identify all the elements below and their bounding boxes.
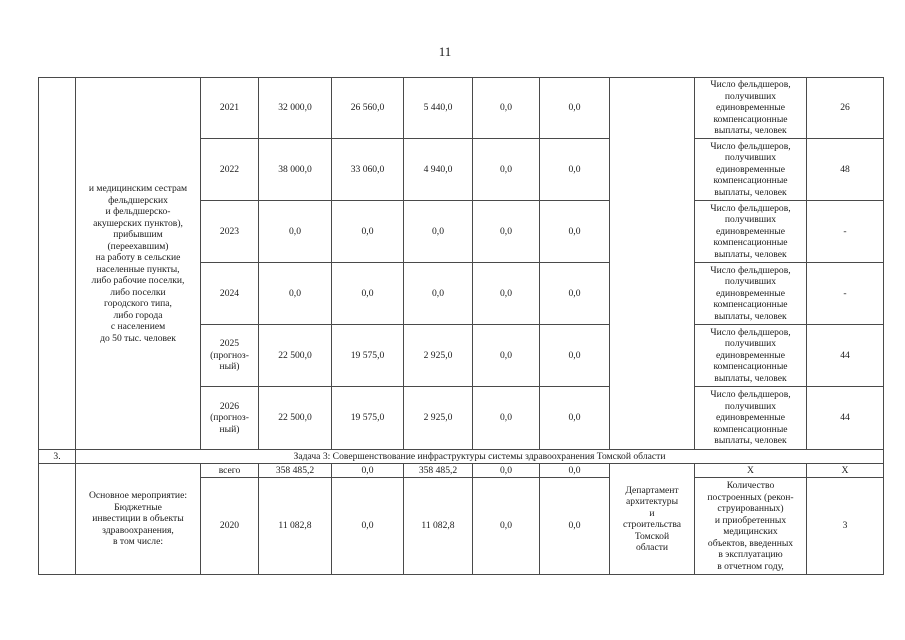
indicator-value-cell: Х: [807, 464, 884, 478]
regional-cell: 5 440,0: [404, 78, 473, 139]
measure-cell: Основное мероприятие: Бюджетные инвестиции в объекты здравоохранения, в том числе:: [76, 464, 201, 575]
indicator-cell: Число фельдшеров, получивших единовременные компенсационные выплаты, человек: [695, 201, 807, 263]
indicator-value-cell: -: [807, 201, 884, 263]
year-cell: 2020: [201, 478, 259, 575]
indicator-cell: Число фельдшеров, получивших единовременные компенсационные выплаты, человек: [695, 325, 807, 387]
federal-cell: 19 575,0: [332, 387, 404, 450]
executor-cell: Департамент архитектуры и строительства Томской области: [610, 464, 695, 575]
executor-cell: [610, 78, 695, 450]
row-number-cell: [39, 78, 76, 450]
task-title-cell: Задача 3: Совершенствование инфраструктуры системы здравоохранения Томской области: [76, 450, 884, 464]
indicator-value-cell: -: [807, 263, 884, 325]
other-cell: 0,0: [540, 464, 610, 478]
other-cell: 0,0: [540, 325, 610, 387]
row-number-cell: [39, 464, 76, 575]
local-cell: 0,0: [473, 263, 540, 325]
indicator-value-cell: 26: [807, 78, 884, 139]
indicator-cell: Число фельдшеров, получивших единовременные компенсационные выплаты, человек: [695, 387, 807, 450]
total-cell: 0,0: [259, 201, 332, 263]
program-table: [38, 77, 884, 575]
federal-cell: 0,0: [332, 464, 404, 478]
measure-cell: и медицинским сестрам фельдшерских и фельдшерско- акушерских пунктов), прибывшим (переехавшим) на работу в сельские населенные пункты, либо рабочие поселки, либо поселки городского типа, либо города с населением до 50 тыс. человек: [76, 78, 201, 450]
regional-cell: 2 925,0: [404, 387, 473, 450]
year-cell: 2024: [201, 263, 259, 325]
local-cell: 0,0: [473, 387, 540, 450]
indicator-cell: Число фельдшеров, получивших единовременные компенсационные выплаты, человек: [695, 78, 807, 139]
table-row: [39, 464, 884, 478]
year-cell: всего: [201, 464, 259, 478]
year-cell: 2026 (прогноз- ный): [201, 387, 259, 450]
total-cell: 22 500,0: [259, 387, 332, 450]
other-cell: 0,0: [540, 201, 610, 263]
total-cell: 0,0: [259, 263, 332, 325]
regional-cell: 0,0: [404, 201, 473, 263]
total-cell: 358 485,2: [259, 464, 332, 478]
regional-cell: 2 925,0: [404, 325, 473, 387]
regional-cell: 4 940,0: [404, 139, 473, 201]
regional-cell: 0,0: [404, 263, 473, 325]
year-cell: 2025 (прогноз- ный): [201, 325, 259, 387]
year-cell: 2022: [201, 139, 259, 201]
local-cell: 0,0: [473, 201, 540, 263]
page-number: 11: [438, 44, 452, 59]
indicator-value-cell: 48: [807, 139, 884, 201]
federal-cell: 0,0: [332, 478, 404, 575]
task-number-cell: 3.: [39, 450, 76, 464]
total-cell: 38 000,0: [259, 139, 332, 201]
year-cell: 2023: [201, 201, 259, 263]
other-cell: 0,0: [540, 139, 610, 201]
other-cell: 0,0: [540, 263, 610, 325]
indicator-cell: Х: [695, 464, 807, 478]
regional-cell: 11 082,8: [404, 478, 473, 575]
total-cell: 11 082,8: [259, 478, 332, 575]
indicator-cell: Число фельдшеров, получивших единовременные компенсационные выплаты, человек: [695, 139, 807, 201]
local-cell: 0,0: [473, 139, 540, 201]
local-cell: 0,0: [473, 325, 540, 387]
task-row: [39, 450, 884, 464]
total-cell: 32 000,0: [259, 78, 332, 139]
indicator-cell: Число фельдшеров, получивших единовременные компенсационные выплаты, человек: [695, 263, 807, 325]
indicator-value-cell: 3: [807, 478, 884, 575]
table-row: [39, 78, 884, 139]
local-cell: 0,0: [473, 78, 540, 139]
indicator-value-cell: 44: [807, 387, 884, 450]
regional-cell: 358 485,2: [404, 464, 473, 478]
other-cell: 0,0: [540, 478, 610, 575]
federal-cell: 19 575,0: [332, 325, 404, 387]
federal-cell: 0,0: [332, 263, 404, 325]
local-cell: 0,0: [473, 464, 540, 478]
year-cell: 2021: [201, 78, 259, 139]
indicator-value-cell: 44: [807, 325, 884, 387]
federal-cell: 33 060,0: [332, 139, 404, 201]
other-cell: 0,0: [540, 387, 610, 450]
total-cell: 22 500,0: [259, 325, 332, 387]
indicator-cell: Количество построенных (рекон- струированных) и приобретенных медицинских объектов, введенных в эксплуатацию в отчетном году,: [695, 478, 807, 575]
other-cell: 0,0: [540, 78, 610, 139]
federal-cell: 26 560,0: [332, 78, 404, 139]
local-cell: 0,0: [473, 478, 540, 575]
federal-cell: 0,0: [332, 201, 404, 263]
